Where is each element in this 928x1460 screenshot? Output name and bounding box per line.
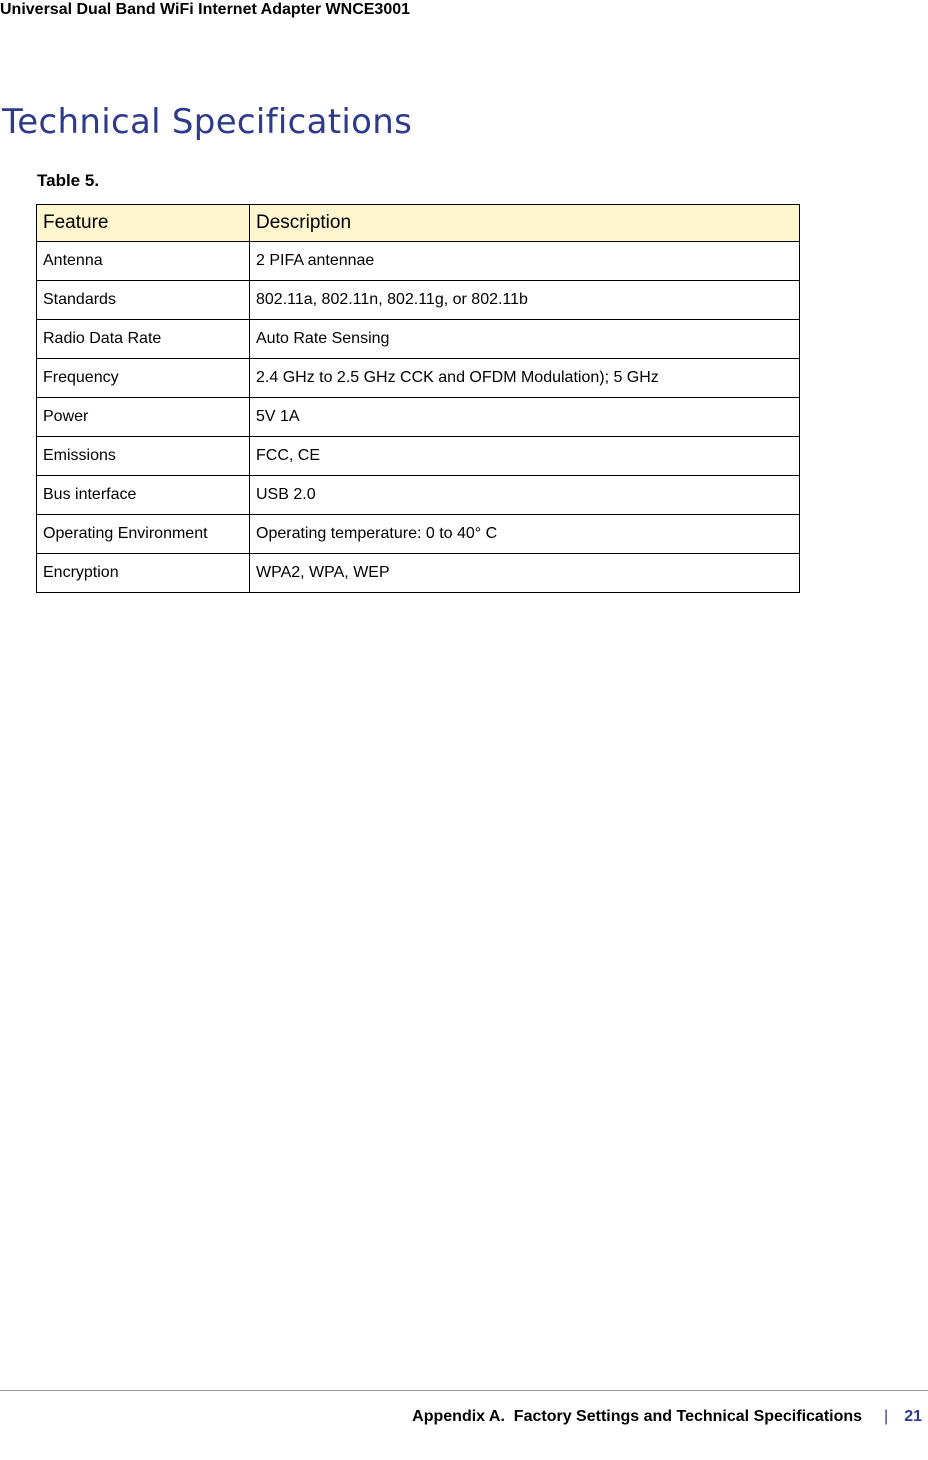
table-header-row [37, 205, 800, 242]
page-number: 21 [904, 1408, 922, 1425]
table-row [37, 476, 800, 515]
feature-cell: Bus interface [37, 476, 250, 515]
feature-cell: Frequency [37, 359, 250, 398]
description-cell: Operating temperature: 0 to 40° C [250, 515, 800, 554]
table-row [37, 437, 800, 476]
table-row [37, 320, 800, 359]
section-title: Technical Specifications [2, 102, 413, 142]
footer-separator: | [884, 1408, 889, 1425]
feature-cell: Encryption [37, 554, 250, 593]
feature-cell: Radio Data Rate [37, 320, 250, 359]
table-row [37, 242, 800, 281]
table-row [37, 515, 800, 554]
running-header-title: Universal Dual Band WiFi Internet Adapter WNCE3001 [0, 1, 411, 18]
table-row [37, 554, 800, 593]
table-row [37, 398, 800, 437]
footer-divider [0, 1390, 928, 1391]
footer-chapter-title: Appendix A. Factory Settings and Technical Specifications [412, 1408, 863, 1425]
description-cell: 5V 1A [250, 398, 800, 437]
description-cell: 2 PIFA antennae [250, 242, 800, 281]
feature-cell: Power [37, 398, 250, 437]
table-caption: Table 5. [37, 171, 100, 190]
description-cell: 2.4 GHz to 2.5 GHz CCK and OFDM Modulation); 5 GHz [250, 359, 800, 398]
description-cell: 802.11a, 802.11n, 802.11g, or 802.11b [250, 281, 800, 320]
feature-cell: Antenna [37, 242, 250, 281]
description-cell: WPA2, WPA, WEP [250, 554, 800, 593]
description-cell: Auto Rate Sensing [250, 320, 800, 359]
table-row [37, 281, 800, 320]
table-row [37, 359, 800, 398]
page-footer [412, 1406, 922, 1428]
column-header-description: Description [250, 205, 800, 242]
column-header-feature: Feature [37, 205, 250, 242]
feature-cell: Operating Environment [37, 515, 250, 554]
feature-cell: Standards [37, 281, 250, 320]
specifications-table [36, 204, 800, 593]
description-cell: FCC, CE [250, 437, 800, 476]
feature-cell: Emissions [37, 437, 250, 476]
description-cell: USB 2.0 [250, 476, 800, 515]
